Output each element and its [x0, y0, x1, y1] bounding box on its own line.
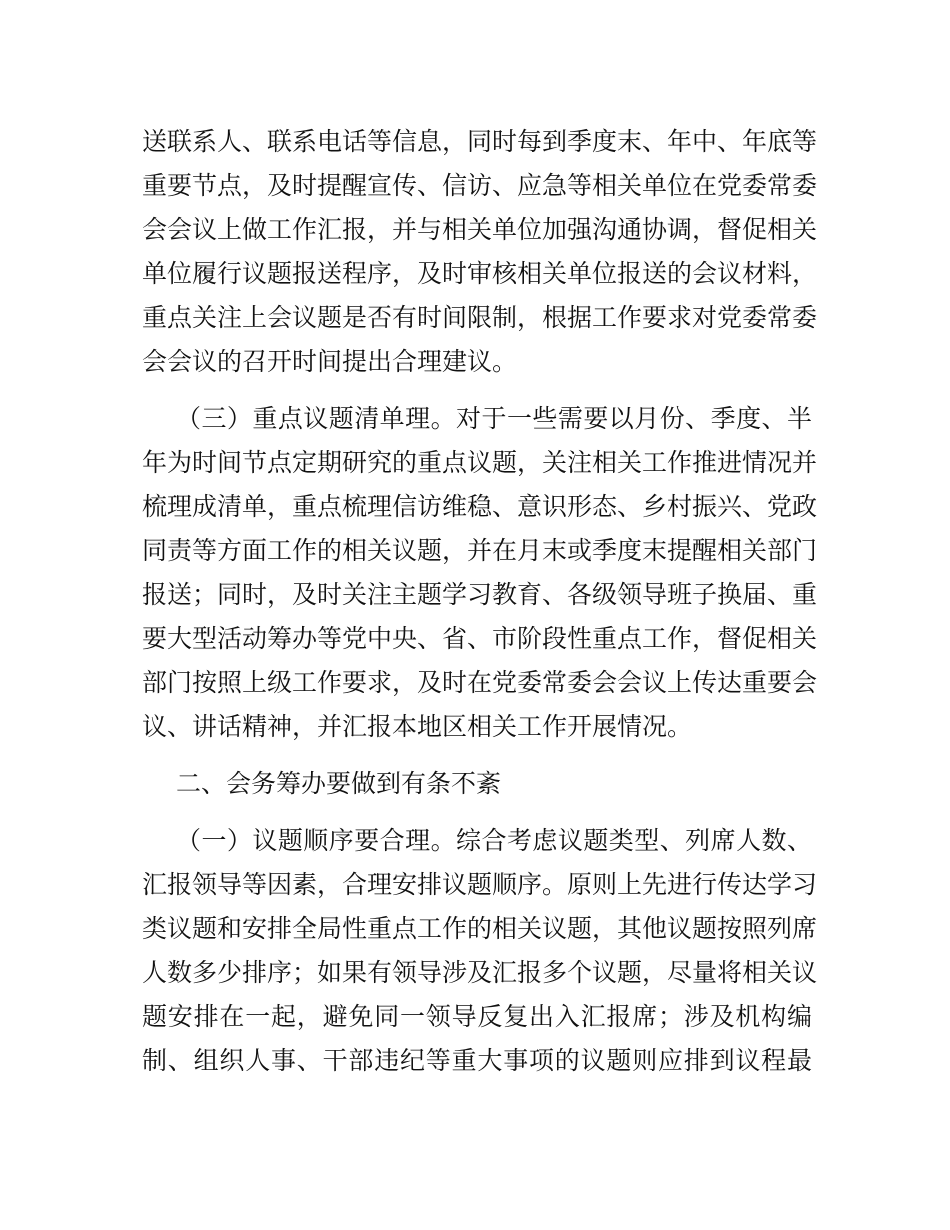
text-line: 梳理成清单，重点梳理信访维稳、意识形态、乡村振兴、党政 — [142, 492, 818, 521]
text-line: 会会议的召开时间提出合理建议。 — [142, 347, 518, 376]
text-line: 重点关注上会议题是否有时间限制，根据工作要求对党委常委 — [142, 303, 818, 332]
paragraph-key-topics — [142, 397, 818, 749]
body-text — [142, 120, 818, 1083]
text-line: 制、组织人事、干部违纪等重大事项的议题则应排到议程最 — [142, 1046, 812, 1075]
text-line: 送联系人、联系电话等信息，同时每到季度末、年中、年底等 — [142, 127, 818, 156]
text-line: 同责等方面工作的相关议题，并在月末或季度末提醒相关部门 — [142, 536, 818, 565]
text-line: 报送；同时，及时关注主题学习教育、各级领导班子换届、重 — [142, 580, 818, 609]
text-line: 人数多少排序；如果有领导涉及汇报多个议题，尽量将相关议 — [142, 958, 818, 987]
text-line: 类议题和安排全局性重点工作的相关议题，其他议题按照列席 — [142, 914, 818, 943]
text-line: 重要节点，及时提醒宣传、信访、应急等相关单位在党委常委 — [142, 171, 818, 200]
text-line: 汇报领导等因素，合理安排议题顺序。原则上先进行传达学习 — [142, 870, 818, 899]
text-line: 议、讲话精神，并汇报本地区相关工作开展情况。 — [142, 712, 693, 741]
text-line: 题安排在一起，避免同一领导反复出入汇报席；涉及机构编 — [142, 1002, 812, 1031]
text-line: 要大型活动筹办等党中央、省、市阶段性重点工作，督促相关 — [142, 624, 818, 653]
text-line: （三）重点议题清单理。对于一些需要以月份、季度、半 — [176, 404, 812, 433]
text-line: （一）议题顺序要合理。综合考虑议题类型、列席人数、 — [176, 826, 812, 855]
text-line: 年为时间节点定期研究的重点议题，关注相关工作推进情况并 — [142, 448, 818, 477]
section-heading — [142, 762, 812, 806]
text-line: 单位履行议题报送程序，及时审核相关单位报送的会议材料， — [142, 259, 818, 288]
text-line: 会会议上做工作汇报，并与相关单位加强沟通协调，督促相关 — [142, 215, 818, 244]
paragraph-continuation — [142, 120, 818, 384]
text-line: 部门按照上级工作要求，及时在党委常委会会议上传达重要会 — [142, 668, 818, 697]
heading-line: 二、会务筹办要做到有条不紊 — [176, 769, 502, 798]
paragraph-topic-order — [142, 819, 818, 1083]
